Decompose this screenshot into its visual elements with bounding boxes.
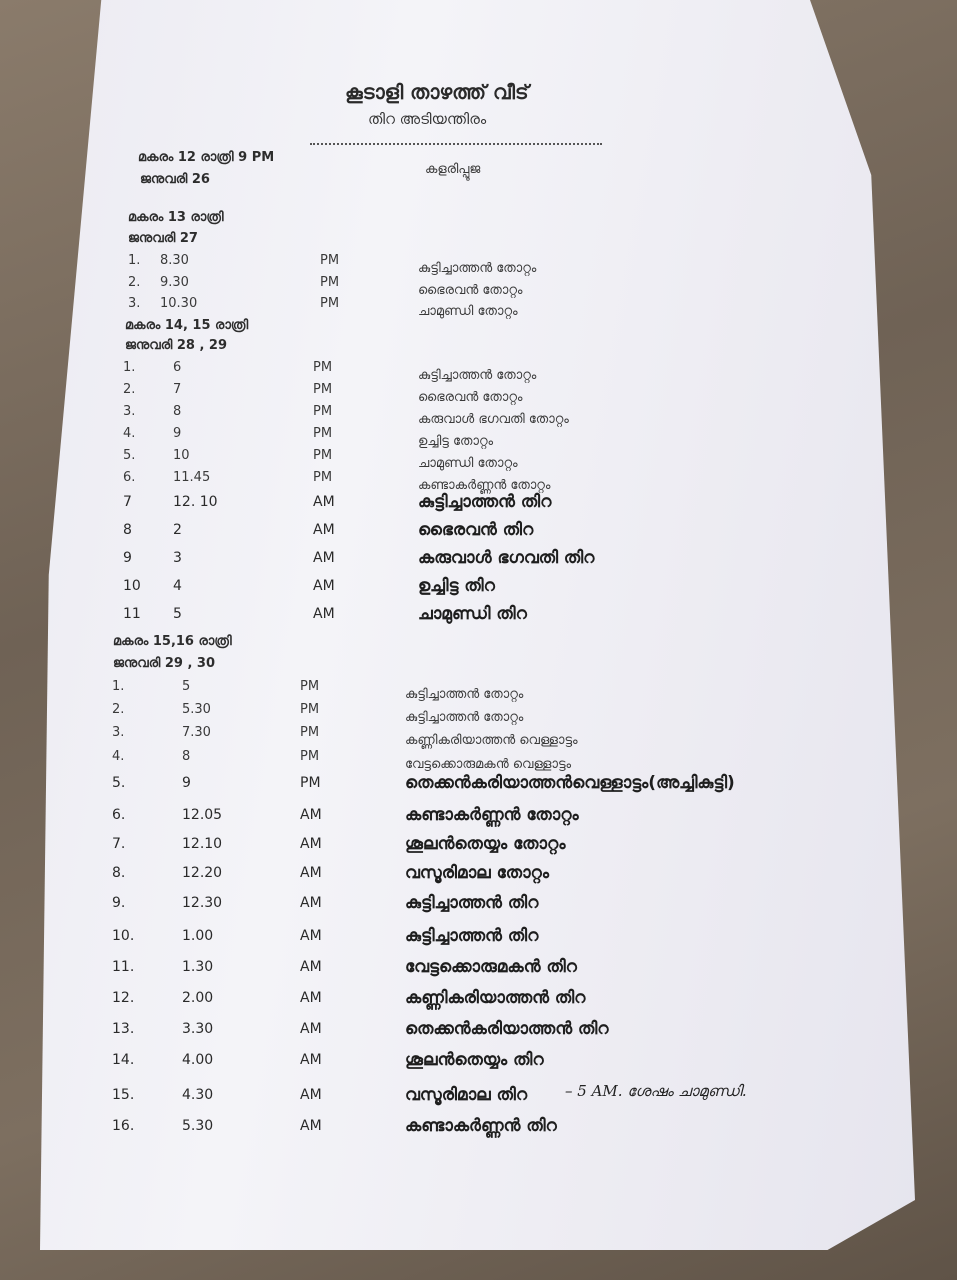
row-number: 4. bbox=[123, 426, 136, 441]
document-subtitle: തിറ അടിയന്തിരം bbox=[368, 110, 487, 128]
row-time: 4.30 bbox=[182, 1087, 214, 1103]
row-ampm: AM bbox=[300, 836, 322, 852]
row-ampm: PM bbox=[320, 275, 340, 290]
row-number: 6. bbox=[112, 807, 126, 823]
row-ampm: PM bbox=[300, 702, 320, 717]
row-number: 1. bbox=[123, 360, 136, 375]
section-header-gregorian: ജനുവരി 26 bbox=[140, 172, 210, 187]
row-time: 12.30 bbox=[182, 895, 223, 911]
section-header-date: മകരം 14, 15 രാത്രി bbox=[125, 318, 249, 333]
row-event: കുട്ടിച്ചാത്തൻ തോറ്റം bbox=[405, 710, 524, 725]
row-number: 3. bbox=[128, 296, 141, 311]
row-time: 12.20 bbox=[182, 865, 223, 881]
row-event: വേട്ടക്കൊരുമകൻ തിറ bbox=[405, 957, 577, 977]
row-event: വസൂരിമാല തോറ്റം bbox=[405, 863, 549, 883]
row-number: 6. bbox=[123, 470, 136, 485]
row-ampm: PM bbox=[300, 775, 321, 791]
row-ampm: PM bbox=[300, 725, 320, 740]
row-event: ചാമുണ്ഡി തോറ്റം bbox=[418, 304, 518, 319]
row-ampm: AM bbox=[313, 578, 335, 594]
kalaripooja-event: കളരിപ്പൂജ bbox=[425, 162, 481, 177]
row-event: ചാമുണ്ഡി തിറ bbox=[418, 604, 527, 624]
row-ampm: AM bbox=[313, 494, 335, 510]
row-event: ഉച്ചിട്ട തോറ്റം bbox=[418, 434, 494, 449]
row-number: 2. bbox=[123, 382, 136, 397]
row-time: 8 bbox=[173, 404, 182, 419]
row-number: 1. bbox=[112, 679, 125, 694]
row-ampm: PM bbox=[313, 382, 333, 397]
row-number: 11. bbox=[112, 959, 135, 975]
row-ampm: AM bbox=[300, 865, 322, 881]
row-number: 11 bbox=[123, 606, 141, 622]
row-time: 12.05 bbox=[182, 807, 223, 823]
row-ampm: AM bbox=[300, 959, 322, 975]
section-header-gregorian: ജനുവരി 29 , 30 bbox=[113, 656, 216, 671]
row-event: ഉച്ചിട്ട തിറ bbox=[418, 576, 495, 596]
row-time: 1.00 bbox=[182, 928, 214, 944]
row-event: ശൂലൻതെയ്യം തിറ bbox=[405, 1050, 544, 1070]
section-header-date: മകരം 15,16 രാത്രി bbox=[113, 634, 232, 649]
row-ampm: AM bbox=[313, 606, 335, 622]
row-ampm: PM bbox=[313, 470, 333, 485]
row-time: 12. 10 bbox=[173, 494, 218, 510]
row-number: 9 bbox=[123, 550, 132, 566]
row-number: 2. bbox=[112, 702, 125, 717]
row-ampm: PM bbox=[320, 296, 340, 311]
row-ampm: AM bbox=[300, 1052, 322, 1068]
row-time: 2 bbox=[173, 522, 182, 538]
row-event: ഭൈരവൻ തിറ bbox=[418, 520, 534, 540]
row-event: ഭൈരവൻ തോറ്റം bbox=[418, 283, 523, 298]
row-event: തെക്കൻകരിയാത്തൻ തിറ bbox=[405, 1019, 609, 1039]
row-time: 2.00 bbox=[182, 990, 214, 1006]
row-event: കരുവാൾ ഭഗവതി തോറ്റം bbox=[418, 412, 569, 427]
row-event: വസൂരിമാല തിറ bbox=[405, 1085, 528, 1105]
row-ampm: AM bbox=[300, 928, 322, 944]
row-number: 3. bbox=[112, 725, 125, 740]
row-ampm: PM bbox=[313, 360, 333, 375]
row-event: കണ്ടാകർണ്ണൻ തോറ്റം bbox=[405, 805, 579, 825]
row-event: ഭൈരവൻ തോറ്റം bbox=[418, 390, 523, 405]
row-event: ശൂലൻതെയ്യം തോറ്റം bbox=[405, 834, 566, 854]
row-time: 5.30 bbox=[182, 702, 211, 717]
row-event: വേട്ടക്കൊരുമകൻ വെള്ളാട്ടം bbox=[405, 757, 572, 772]
row-ampm: AM bbox=[313, 550, 335, 566]
row-event: കണ്ടാകർണ്ണൻ തോറ്റം bbox=[418, 478, 551, 493]
row-number: 7 bbox=[123, 494, 132, 510]
row-ampm: PM bbox=[320, 253, 340, 268]
row-time: 5 bbox=[173, 606, 182, 622]
row-time: 5 bbox=[182, 679, 191, 694]
row-ampm: AM bbox=[300, 990, 322, 1006]
row-number: 7. bbox=[112, 836, 126, 852]
row-time: 9.30 bbox=[160, 275, 189, 290]
row-ampm: AM bbox=[313, 522, 335, 538]
row-number: 5. bbox=[112, 775, 126, 791]
row-number: 10. bbox=[112, 928, 135, 944]
row-number: 16. bbox=[112, 1118, 135, 1134]
row-number: 1. bbox=[128, 253, 141, 268]
row-event: ചാമുണ്ഡി തോറ്റം bbox=[418, 456, 518, 471]
row-number: 5. bbox=[123, 448, 136, 463]
row-ampm: PM bbox=[313, 448, 333, 463]
row-number: 14. bbox=[112, 1052, 135, 1068]
row-time: 10 bbox=[173, 448, 190, 463]
row-time: 4.00 bbox=[182, 1052, 214, 1068]
row-event: തെക്കൻകരിയാത്തൻവെള്ളാട്ടം(അച്ചികുട്ടി) bbox=[405, 773, 735, 793]
row-time: 12.10 bbox=[182, 836, 223, 852]
row-number: 8 bbox=[123, 522, 132, 538]
handwritten-note: – 5 AM. ശേഷം ചാമുണ്ഡി. bbox=[565, 1082, 747, 1100]
row-time: 3 bbox=[173, 550, 182, 566]
dotted-divider bbox=[310, 143, 602, 145]
row-event: കുട്ടിച്ചാത്തൻ തോറ്റം bbox=[405, 687, 524, 702]
row-event: കുട്ടിച്ചാത്തൻ തോറ്റം bbox=[418, 368, 537, 383]
row-number: 8. bbox=[112, 865, 126, 881]
section-header-date: മകരം 13 രാത്രി bbox=[128, 210, 224, 225]
row-event: കണ്ടാകർണ്ണൻ തിറ bbox=[405, 1116, 557, 1136]
row-number: 15. bbox=[112, 1087, 135, 1103]
row-ampm: PM bbox=[300, 679, 320, 694]
row-time: 10.30 bbox=[160, 296, 198, 311]
row-ampm: PM bbox=[313, 426, 333, 441]
row-event: കുട്ടിച്ചാത്തൻ തോറ്റം bbox=[418, 261, 537, 276]
row-event: കരുവാൾ ഭഗവതി തിറ bbox=[418, 548, 595, 568]
row-time: 5.30 bbox=[182, 1118, 214, 1134]
row-time: 3.30 bbox=[182, 1021, 214, 1037]
row-number: 13. bbox=[112, 1021, 135, 1037]
row-number: 10 bbox=[123, 578, 141, 594]
document-title: കൂടാളി താഴത്ത് വീട് bbox=[345, 80, 529, 104]
row-time: 7 bbox=[173, 382, 182, 397]
row-time: 7.30 bbox=[182, 725, 211, 740]
row-ampm: AM bbox=[300, 807, 322, 823]
row-ampm: AM bbox=[300, 1087, 322, 1103]
row-time: 8 bbox=[182, 749, 191, 764]
row-number: 3. bbox=[123, 404, 136, 419]
row-event: കുട്ടിച്ചാത്തൻ തിറ bbox=[405, 893, 539, 913]
section-header-gregorian: ജനുവരി 28 , 29 bbox=[125, 338, 228, 353]
section-header-date: മകരം 12 രാത്രി 9 PM bbox=[138, 150, 275, 165]
row-ampm: PM bbox=[313, 404, 333, 419]
row-time: 4 bbox=[173, 578, 182, 594]
row-time: 11.45 bbox=[173, 470, 211, 485]
row-event: കുട്ടിച്ചാത്തൻ തിറ bbox=[405, 926, 539, 946]
row-event: കുട്ടിച്ചാത്തൻ തിറ bbox=[418, 492, 552, 512]
row-event: കണ്ണികരിയാത്തൻ വെള്ളാട്ടം bbox=[405, 733, 578, 748]
row-number: 4. bbox=[112, 749, 125, 764]
section-header-gregorian: ജനുവരി 27 bbox=[128, 231, 198, 246]
row-time: 1.30 bbox=[182, 959, 214, 975]
row-time: 8.30 bbox=[160, 253, 189, 268]
row-time: 9 bbox=[182, 775, 191, 791]
row-number: 12. bbox=[112, 990, 135, 1006]
row-time: 9 bbox=[173, 426, 182, 441]
row-event: കണ്ണികരിയാത്തൻ തിറ bbox=[405, 988, 586, 1008]
row-number: 9. bbox=[112, 895, 126, 911]
row-time: 6 bbox=[173, 360, 182, 375]
row-ampm: PM bbox=[300, 749, 320, 764]
row-number: 2. bbox=[128, 275, 141, 290]
row-ampm: AM bbox=[300, 895, 322, 911]
row-ampm: AM bbox=[300, 1021, 322, 1037]
row-ampm: AM bbox=[300, 1118, 322, 1134]
